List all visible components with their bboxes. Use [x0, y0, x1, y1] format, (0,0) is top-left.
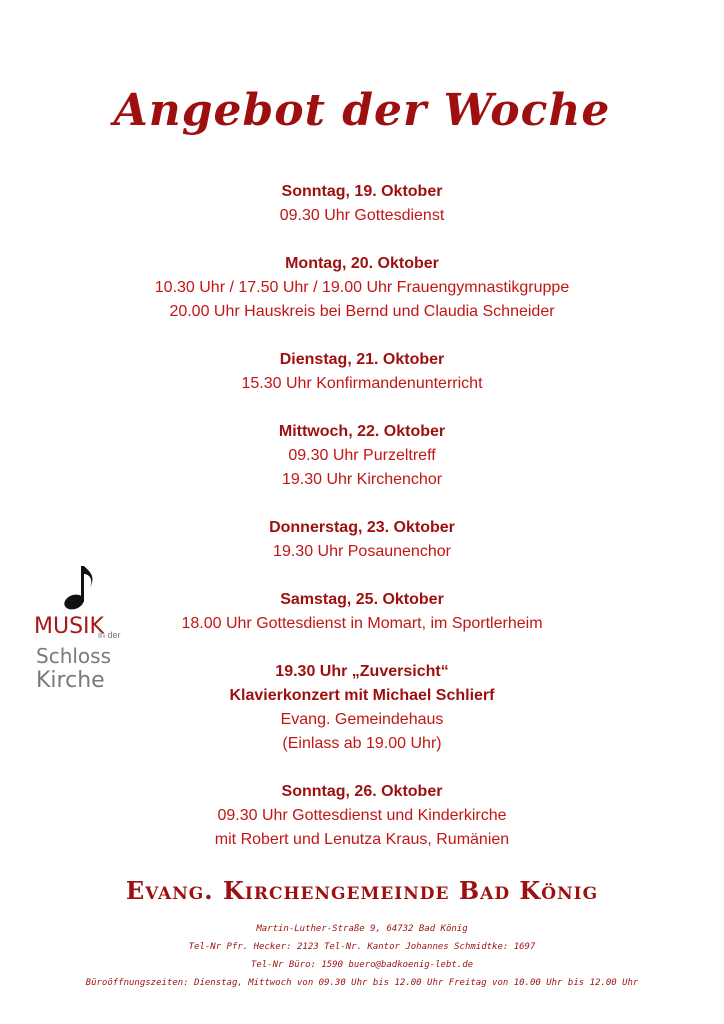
event-line: (Einlass ab 19.00 Uhr): [282, 735, 442, 752]
event-day-heading: Sonntag, 26. Oktober: [281, 783, 443, 800]
logo-in-der-text: in der: [98, 630, 121, 640]
event-day-heading: Sonntag, 19. Oktober: [281, 183, 443, 200]
logo-musik-text: MUSIK: [34, 614, 104, 639]
event-line: 09.30 Uhr Gottesdienst: [279, 207, 445, 224]
event-line: 09.30 Uhr Gottesdienst und Kinderkirche: [217, 807, 507, 824]
concert-subheading: Klavierkonzert mit Michael Schlierf: [229, 687, 495, 704]
event-block: [0, 348, 724, 396]
contact-info: [0, 920, 724, 992]
event-day-heading: Montag, 20. Oktober: [285, 255, 439, 272]
event-day-heading: Samstag, 25. Oktober: [280, 591, 444, 608]
music-note-icon: [60, 562, 100, 612]
address-line: Martin-Luther-Straße 9, 64732 Bad König: [256, 924, 468, 934]
concert-heading: 19.30 Uhr „Zuversicht“: [275, 663, 449, 680]
event-line: Evang. Gemeindehaus: [280, 711, 444, 728]
event-day-heading: Mittwoch, 22. Oktober: [278, 423, 446, 440]
event-schedule: [0, 180, 724, 876]
event-day-heading: Dienstag, 21. Oktober: [279, 351, 445, 368]
event-line: 19.30 Uhr Kirchenchor: [281, 471, 443, 488]
organization-name: Evang. Kirchengemeinde Bad König: [125, 876, 599, 905]
event-block: [0, 420, 724, 492]
event-line: 09.30 Uhr Purzeltreff: [288, 447, 436, 464]
logo-schloss-text: Schloss: [36, 644, 111, 668]
event-line: 15.30 Uhr Konfirmandenunterricht: [241, 375, 483, 392]
event-block: [0, 516, 724, 564]
office-line: Tel-Nr Büro: 1590 buero@badkoenig-lebt.de: [250, 960, 474, 970]
phone-line: Tel-Nr Pfr. Hecker: 2123 Tel-Nr. Kantor Johannes Schmidtke: 1697: [188, 942, 536, 952]
event-line: 19.30 Uhr Posaunenchor: [273, 543, 451, 560]
event-block: [0, 780, 724, 852]
office-hours-line: Büroöffnungszeiten: Dienstag, Mittwoch von 09.30 Uhr bis 12.00 Uhr Freitag von 10.00 Uhr bis 12.00 Uhr: [85, 978, 639, 988]
music-logo: [30, 562, 130, 702]
event-block: [0, 180, 724, 228]
event-line: mit Robert und Lenutza Kraus, Rumänien: [214, 831, 510, 848]
logo-kirche-text: Kirche: [36, 668, 105, 693]
event-line: 20.00 Uhr Hauskreis bei Bernd und Claudia Schneider: [169, 303, 555, 320]
page-title: Angebot der Woche: [113, 85, 611, 136]
event-line: 10.30 Uhr / 17.50 Uhr / 19.00 Uhr Frauengymnastikgruppe: [154, 279, 570, 296]
event-day-heading: Donnerstag, 23. Oktober: [269, 519, 455, 536]
event-line: 18.00 Uhr Gottesdienst in Momart, im Sportlerheim: [181, 615, 543, 632]
event-block: [0, 252, 724, 324]
